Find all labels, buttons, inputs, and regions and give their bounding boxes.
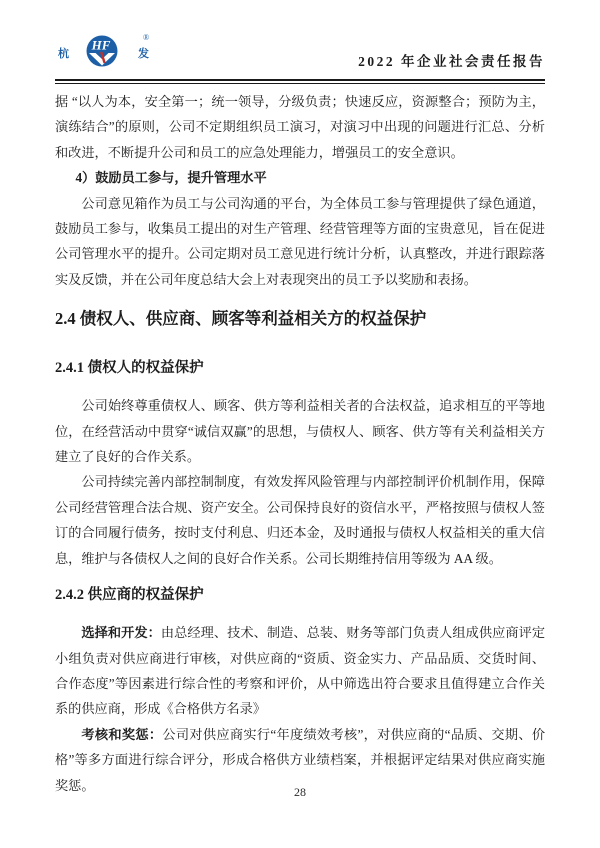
paragraph-supplier-selection [55, 620, 545, 722]
supplier-assessment-body: 公司对供应商实行“年度绩效考核”，对供应商的“品质、交期、价格”等多方面进行综合评分，形成合格供方业绩档案，并根据评定结果对供应商实施奖惩。 [55, 726, 546, 793]
heading-section-2-4: 2.4 债权人、供应商、顾客等利益相关方的权益保护 [55, 309, 427, 329]
logo-left-char: 杭 [58, 48, 69, 60]
supplier-selection-body: 由总经理、技术、制造、总装、财务等部门负责人组成供应商评定小组负责对供应商进行审核，对供应商的“资质、资金实力、产品品质、交货时间、合作态度”等因素进行综合性的考察和评价，从中筛选出符合要求且值得建立合作关系的供应商，形成《合格供方名录》 [55, 625, 546, 717]
page-header [55, 0, 545, 72]
heading-section-2-4-2: 2.4.2 供应商的权益保护 [55, 587, 204, 604]
header-divider [55, 79, 545, 84]
paragraph-suggestion-box: 公司意见箱作为员工与公司沟通的平台，为全体员工参与管理提供了绿色通道，鼓励员工参与，收集员工提出的对生产管理、经营管理等方面的宝贵意见，旨在促进公司管理水平的提升。公司定期对员工意见进行统计分析，认真整改，并进行跟踪落实及反馈，并在公司年度总结大会上对表现突出的员工予以奖励和表扬。 [55, 195, 545, 287]
page-number: 28 [294, 785, 306, 799]
heading-section-2-4-1: 2.4.1 债权人的权益保护 [55, 360, 204, 377]
paragraph-emergency-drill: 据 “以人为本，安全第一；统一领导，分级负责；快速反应，资源整合；预防为主，演练结合”的原则，公司不定期组织员工演习，对演习中出现的问题进行汇总、分析和改进，不断提升公司和员工的应急处理能力，增强员工的安全意识。 [55, 94, 545, 160]
heading-employee-participation: 4）鼓励员工参与，提升管理水平 [75, 170, 267, 186]
paragraph-creditor-respect: 公司始终尊重债权人、顾客、供方等利益相关者的合法权益，追求相互的平等地位，在经营活动中贯穿“诚信双赢”的思想，与债权人、顾客、供方等有关利益相关方建立了良好的合作关系。 [55, 398, 545, 465]
registered-mark-icon: ® [143, 33, 150, 42]
company-logo-graphic [55, 30, 151, 72]
logo-right-char: 发 [138, 48, 149, 60]
company-logo [55, 30, 151, 72]
paragraph-creditor-internal-control: 公司持续完善内部控制制度，有效发挥风险管理与内部控制评价机制作用，保障公司经营管理合法合规、资产安全。公司保持良好的资信水平，严格按照与债权人签订的合同履行债务，按时支付利息、归还本金，及时通报与债权人权益相关的重大信息，维护与各债权人之间的良好合作关系。公司长期维持信用等级为 AA 级。 [55, 474, 545, 566]
supplier-selection-lead: 选择和开发： [81, 625, 161, 641]
report-title: 2022 年企业社会责任报告 [358, 54, 545, 69]
logo-monogram: HF [91, 37, 111, 53]
document-body [55, 89, 545, 798]
supplier-assessment-lead: 考核和奖惩： [81, 726, 163, 742]
